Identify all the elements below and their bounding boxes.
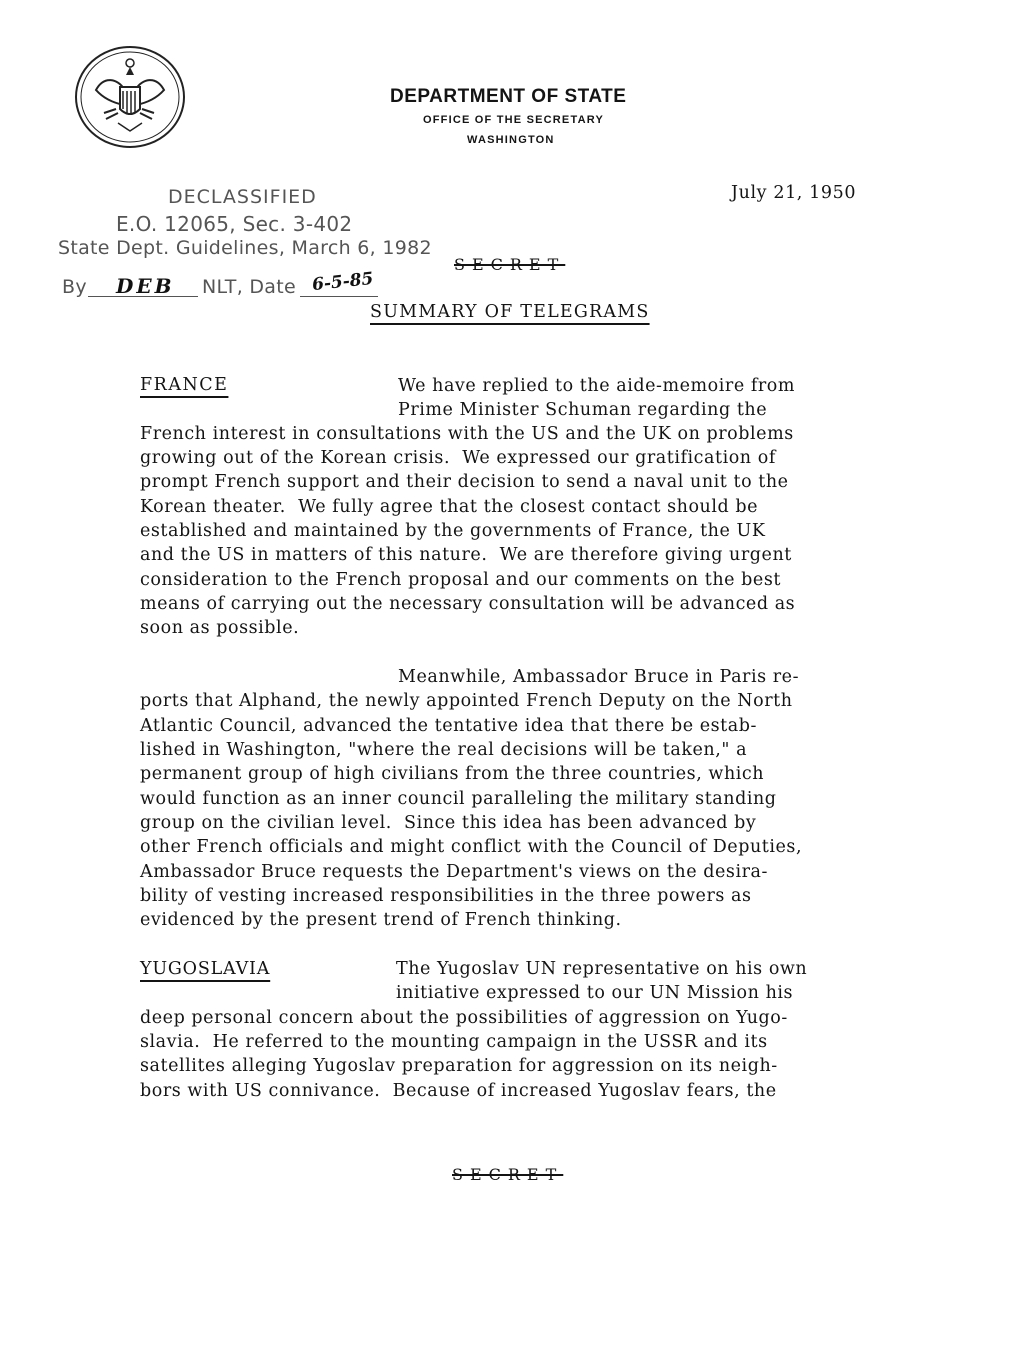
text-line: other French officials and might conflict with the Council of Deputies,	[140, 837, 803, 857]
letterhead-title: DEPARTMENT OF STATE	[390, 86, 627, 107]
text-line: permanent group of high civilians from the three countries, which	[140, 764, 765, 784]
document-date: July 21, 1950	[731, 183, 857, 203]
stamp-declassified: DECLASSIFIED	[168, 186, 317, 208]
stamp-date-value: 6-5-85	[311, 268, 375, 296]
department-seal	[74, 45, 186, 149]
text-line: French interest in consultations with the US and the UK on problems	[140, 424, 794, 444]
text-line: means of carrying out the necessary consultation will be advanced as	[140, 594, 796, 614]
text-line: We have replied to the aide-memoire from	[398, 376, 796, 396]
classification-marking-bottom: SECRET	[452, 1165, 564, 1184]
classification-marking-top: SECRET	[454, 255, 566, 274]
stamp-nlt-label: NLT, Date	[202, 276, 296, 298]
stamp-guidelines: State Dept. Guidelines, March 6, 1982	[58, 237, 432, 259]
letterhead-office: OFFICE OF THE SECRETARY	[423, 114, 604, 126]
text-line: soon as possible.	[140, 618, 300, 638]
text-line: bors with US connivance. Because of increased Yugoslav fears, the	[140, 1081, 777, 1101]
section-heading-yugoslavia: YUGOSLAVIA	[140, 959, 271, 979]
letterhead-city: WASHINGTON	[467, 134, 555, 146]
eagle-seal-icon	[74, 45, 186, 149]
stamp-by-label: By	[62, 276, 87, 298]
text-line: established and maintained by the governments of France, the UK	[140, 521, 766, 541]
stamp-date-line	[300, 296, 378, 297]
text-line: slavia. He referred to the mounting campaign in the USSR and its	[140, 1032, 768, 1052]
text-line: ports that Alphand, the newly appointed French Deputy on the North	[140, 691, 793, 711]
text-line: initiative expressed to our UN Mission his	[396, 983, 794, 1003]
text-line: Prime Minister Schuman regarding the	[398, 400, 768, 420]
text-line: lished in Washington, "where the real decisions will be taken," a	[140, 740, 748, 760]
text-line: group on the civilian level. Since this idea has been advanced by	[140, 813, 757, 833]
text-line: prompt French support and their decision to send a naval unit to the	[140, 472, 789, 492]
text-line: satellites alleging Yugoslav preparation for aggression on its neigh-	[140, 1056, 778, 1076]
text-line: The Yugoslav UN representative on his own	[396, 959, 808, 979]
text-line: Korean theater. We fully agree that the closest contact should be	[140, 497, 759, 517]
text-line: evidenced by the present trend of French thinking.	[140, 910, 622, 930]
text-line: deep personal concern about the possibilities of aggression on Yugo-	[140, 1008, 788, 1028]
text-line: Ambassador Bruce requests the Department's views on the desira-	[140, 862, 768, 882]
text-line: growing out of the Korean crisis. We expressed our gratification of	[140, 448, 776, 468]
document-title: SUMMARY OF TELEGRAMS	[370, 302, 650, 322]
section-heading-france: FRANCE	[140, 375, 229, 395]
declassified-stamp	[58, 186, 432, 301]
text-line: Atlantic Council, advanced the tentative idea that there be estab-	[140, 716, 757, 736]
text-line: bility of vesting increased responsibilities in the three powers as	[140, 886, 752, 906]
stamp-eo: E.O. 12065, Sec. 3-402	[116, 212, 353, 236]
text-line: and the US in matters of this nature. We are therefore giving urgent	[140, 545, 792, 565]
text-line: would function as an inner council paralleling the military standing	[140, 789, 777, 809]
text-line: Meanwhile, Ambassador Bruce in Paris re-	[398, 667, 800, 687]
text-line: consideration to the French proposal and our comments on the best	[140, 570, 781, 590]
stamp-by-initials: DEB	[116, 274, 175, 298]
